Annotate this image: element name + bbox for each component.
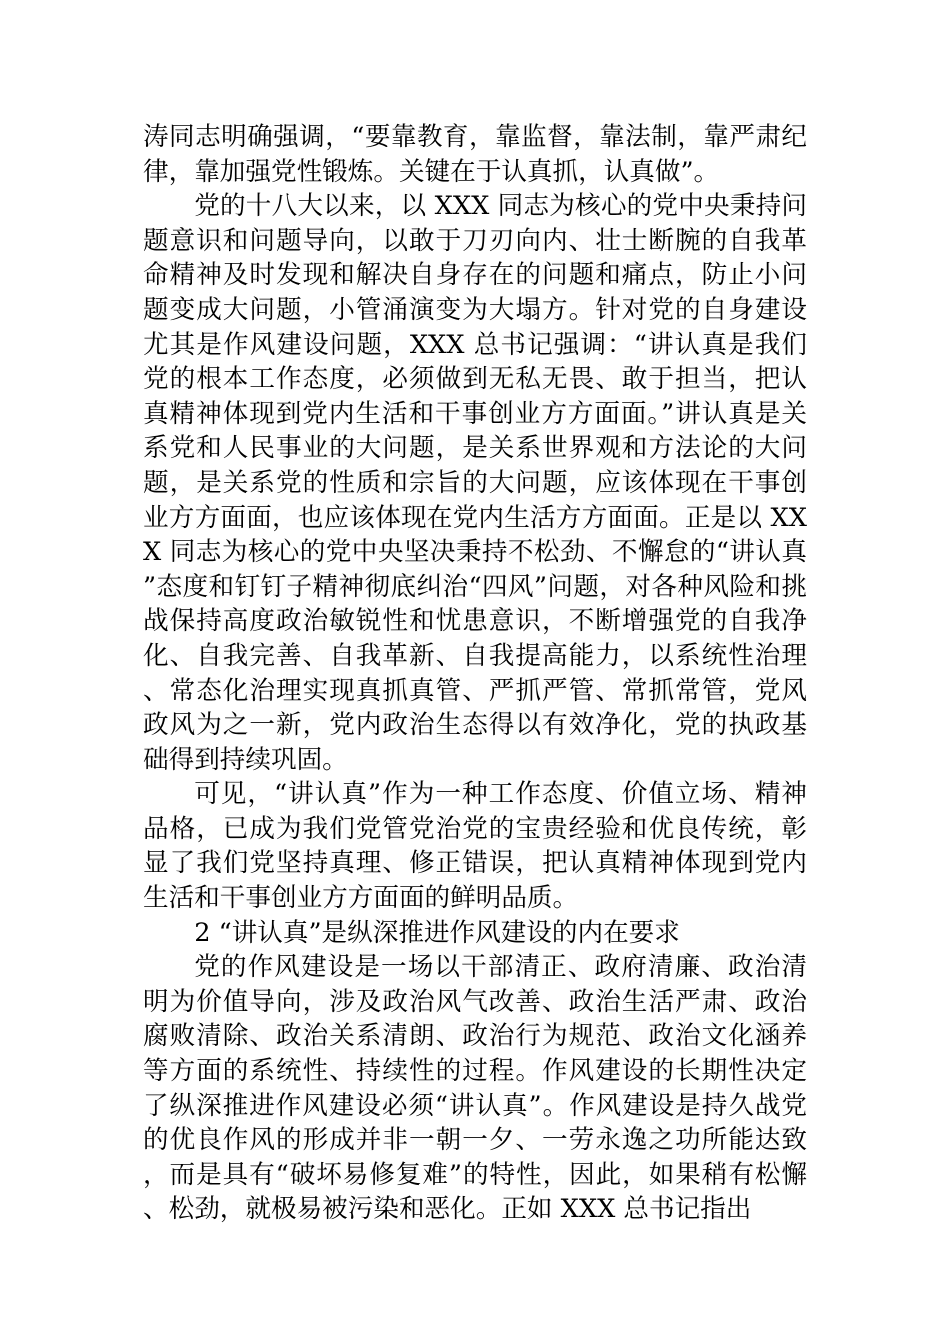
section-heading: 2 “讲认真”是纵深推进作风建设的内在要求 [194,917,680,948]
paragraph-party-eighteenth-congress: 党的十八大以来，以 XXX 同志为核心的党中央秉持问题意识和问题导向，以敢于刀刃向内、壮士断腕的自我革命精神及时发现和解决自身存在的问题和痛点，防止小问题变成大问题，小管涌演变为大塌方。针对党的自身建设尤其是作风建设问题，XXX 总书记强调：“讲认真是我们党的根本工作态度，必须做到无私无畏、敢于担当，把认真精神体现到党内生活和干事创业方方面面。”讲认真是关系党和人民事业的大问题，是关系世界观和方法论的大问题，是关系党的性质和宗旨的大问题，应该体现在干事创业方方面面，也应该体现在党内生活方方面面。正是以 XXX 同志为核心的党中央坚决秉持不松劲、不懈怠的“讲认真”态度和钉钉子精神彻底纠治“四风”问题，对各种风险和挑战保持高度政治敏锐性和忧患意识，不断增强党的自我净化、自我完善、自我革新、自我提高能力，以系统性治理、常态化治理实现真抓真管、严抓严管、常抓常管，党风政风为之一新，党内政治生态得以有效净化，党的执政基础得到持续巩固。 [143,191,807,775]
paragraph-conclusion: 可见，“讲认真”作为一种工作态度、价值立场、精神品格，已成为我们党管党治党的宝贵经验和优良传统，彰显了我们党坚持真理、修正错误，把认真精神体现到党内生活和干事创业方方面面的鲜明品质。 [143,779,807,914]
paragraph-work-style-construction: 党的作风建设是一场以干部清正、政府清廉、政治清明为价值导向，涉及政治风气改善、政治生活严肃、政治腐败清除、政治关系清朗、政治行为规范、政治文化涵养等方面的系统性、持续性的过程。作风建设的长期性决定了纵深推进作风建设必须“讲认真”。作风建设是持久战党的优良作风的形成并非一朝一夕、一劳永逸之功所能达致，而是具有“破坏易修复难”的特性，因此，如果稍有松懈、松劲，就极易被污染和恶化。正如 XXX 总书记指出 [143,952,807,1225]
document-body [143,120,807,1227]
paragraph-continuation: 涛同志明确强调，“要靠教育，靠监督，靠法制，靠严肃纪律，靠加强党性锻炼。关键在于认真抓，认真做”。 [143,122,807,187]
